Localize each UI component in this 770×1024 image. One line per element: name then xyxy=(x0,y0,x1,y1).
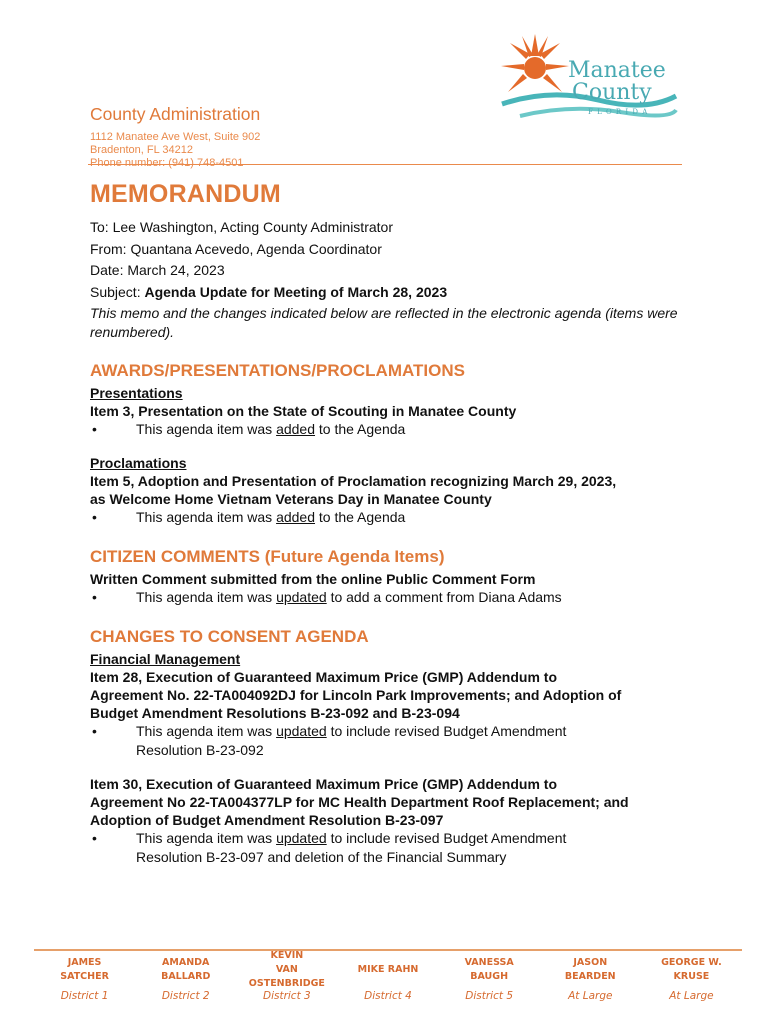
commissioner xyxy=(337,955,438,1002)
commissioner xyxy=(641,955,742,1002)
consent-agenda-heading: CHANGES TO CONSENT AGENDA xyxy=(90,627,369,646)
action-word: updated xyxy=(276,830,327,846)
awards-heading: AWARDS/PRESENTATIONS/PROCLAMATIONS xyxy=(90,361,465,380)
commissioner-last-name: KRUSE xyxy=(673,971,710,982)
memo-date: Date: March 24, 2023 xyxy=(90,262,225,278)
action-word: added xyxy=(276,509,316,525)
bullet-text: This agenda item was xyxy=(136,723,277,739)
logo-word-manatee: Manatee xyxy=(568,58,666,83)
presentations-label: Presentations xyxy=(90,385,183,401)
commissioner-district: District 2 xyxy=(161,990,210,1002)
commissioner xyxy=(236,950,337,1002)
bullet-text: This agenda item was xyxy=(136,421,277,437)
bullet-text: Resolution B-23-097 and deletion of the Financial Summary xyxy=(136,849,507,865)
item-28-bullet xyxy=(90,722,690,760)
bullet-icon: • xyxy=(92,509,97,525)
address-line-2: Bradenton, FL 34212 xyxy=(90,144,193,156)
bullet-text: This agenda item was xyxy=(136,509,277,525)
financial-management-label: Financial Management xyxy=(90,651,241,667)
commissioner-first-name: MIKE RAHN xyxy=(357,964,419,975)
bullet-text: to include revised Budget Amendment xyxy=(326,723,567,739)
commissioner-last-name: BAUGH xyxy=(470,971,509,982)
subject-text: Agenda Update for Meeting of March 28, 2023 xyxy=(144,283,448,300)
memo-body xyxy=(90,180,690,867)
item-30-title-line-1: Item 30, Execution of Guaranteed Maximum Price (GMP) Addendum to xyxy=(90,776,558,792)
header-divider xyxy=(88,164,682,165)
bullet-text: Resolution B-23-092 xyxy=(136,742,264,758)
commissioners-footer xyxy=(34,950,742,1002)
item-30-title-line-2: Agreement No 22-TA004377LP for MC Health Department Roof Replacement; and xyxy=(90,794,629,810)
item-3-bullet xyxy=(90,420,690,439)
department-name: County Administration xyxy=(90,104,261,124)
memo-note: This memo and the changes indicated below are reflected in the electronic agenda (items were renumbered). xyxy=(90,305,678,340)
item-5-title-line-2: as Welcome Home Vietnam Veterans Day in Manatee County xyxy=(90,491,492,507)
commissioner-last-name: BEARDEN xyxy=(564,971,616,982)
commissioner xyxy=(135,955,236,1002)
commissioner-district: District 1 xyxy=(60,990,109,1002)
action-word: added xyxy=(276,421,316,437)
item-5-bullet xyxy=(90,508,690,527)
commissioner xyxy=(540,955,641,1002)
footer-divider xyxy=(34,949,742,951)
item-5-title-line-1: Item 5, Adoption and Presentation of Proclamation recognizing March 29, 2023, xyxy=(90,473,617,489)
sun-rays xyxy=(501,34,569,92)
item-30-title-line-3: Adoption of Budget Amendment Resolution B-23-097 xyxy=(90,812,444,828)
item-3-title: Item 3, Presentation on the State of Scouting in Manatee County xyxy=(90,403,517,419)
commissioner-first-name: AMANDA xyxy=(162,957,210,968)
memo-from: From: Quantana Acevedo, Agenda Coordinator xyxy=(90,240,382,257)
commissioner-district: District 3 xyxy=(262,990,311,1002)
commissioner-first-name: GEORGE W. xyxy=(661,957,722,968)
memo-title: MEMORANDUM xyxy=(90,180,281,208)
letterhead xyxy=(90,104,690,170)
item-28-title-line-1: Item 28, Execution of Guaranteed Maximum Price (GMP) Addendum to xyxy=(90,669,558,685)
commissioner-district: District 5 xyxy=(465,990,513,1002)
bullet-text: to add a comment from Diana Adams xyxy=(326,589,562,605)
bullet-text: to include revised Budget Amendment xyxy=(326,830,567,846)
commissioner-last-name: SATCHER xyxy=(60,971,109,982)
logo-word-county: County xyxy=(572,80,652,105)
address-line-1: 1112 Manatee Ave West, Suite 902 xyxy=(90,131,261,143)
bullet-icon: • xyxy=(92,723,97,739)
bullet-icon: • xyxy=(92,421,97,437)
bullet-icon: • xyxy=(92,589,97,605)
citizen-comments-heading: CITIZEN COMMENTS (Future Agenda Items) xyxy=(90,547,445,566)
bullet-text: This agenda item was xyxy=(136,830,277,846)
commissioner-last-name: BALLARD xyxy=(161,971,211,982)
bullet-text: to the Agenda xyxy=(315,509,406,525)
commissioner-first-name: KEVIN xyxy=(270,950,304,961)
commissioner-district: District 4 xyxy=(364,990,412,1002)
commissioner-first-name: JASON xyxy=(573,957,608,968)
action-word: updated xyxy=(276,723,327,739)
proclamations-label: Proclamations xyxy=(90,455,187,471)
citizen-bullet xyxy=(90,588,690,607)
commissioner-district: At Large xyxy=(669,990,714,1002)
subject-label: Subject: xyxy=(90,283,145,300)
bullet-text: to the Agenda xyxy=(315,421,406,437)
commissioner xyxy=(439,955,540,1002)
memo-subject xyxy=(90,282,690,304)
memo-to: To: Lee Washington, Acting County Administrator xyxy=(90,219,393,235)
bullet-text: This agenda item was xyxy=(136,589,277,605)
item-28-title-line-3: Budget Amendment Resolutions B-23-092 and B-23-094 xyxy=(90,705,460,721)
phone-number: Phone number: (941) 748-4501 xyxy=(90,157,244,169)
logo-word-florida: F L O R I D A xyxy=(588,108,649,116)
commissioner-district: At Large xyxy=(568,990,613,1002)
bullet-icon: • xyxy=(92,830,97,846)
written-comment-title: Written Comment submitted from the online Public Comment Form xyxy=(90,571,536,587)
commissioner-first-name: JAMES xyxy=(67,957,102,968)
commissioner-last-name: VAN OSTENBRIDGE xyxy=(248,964,325,989)
action-word: updated xyxy=(276,589,327,605)
commissioner xyxy=(34,955,135,1002)
item-28-title-line-2: Agreement No. 22-TA004092DJ for Lincoln Park Improvements; and Adoption of xyxy=(90,687,622,703)
commissioner-first-name: VANESSA xyxy=(464,957,514,968)
item-30-bullet xyxy=(90,829,690,867)
